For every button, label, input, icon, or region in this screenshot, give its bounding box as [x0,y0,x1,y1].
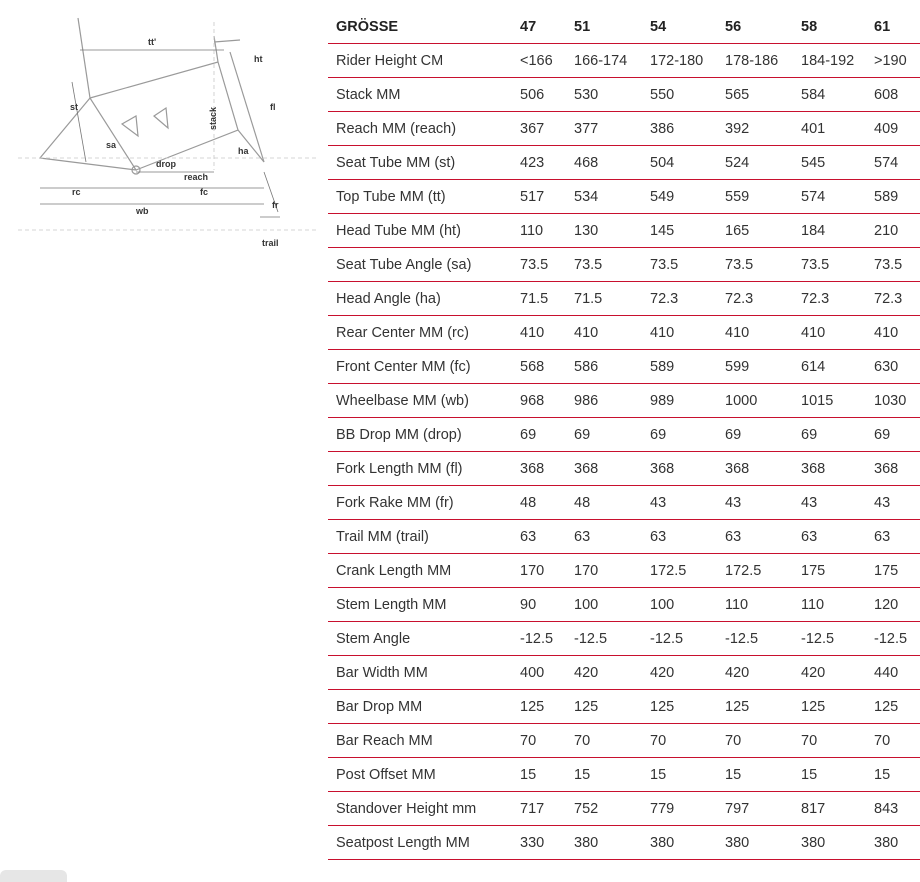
row-label: Head Tube MM (ht) [328,214,512,248]
cell-value: 110 [512,214,566,248]
cell-value: -12.5 [866,622,920,656]
cell-value: 559 [717,180,793,214]
row-label: Crank Length MM [328,554,512,588]
cell-value: 534 [566,180,642,214]
table-row [328,792,920,826]
cell-value: 69 [793,418,866,452]
cell-value: 410 [566,316,642,350]
cell-value: 380 [642,826,717,860]
row-label: Rear Center MM (rc) [328,316,512,350]
header-size-label: GRÖSSE [328,10,512,44]
table-row [328,486,920,520]
cell-value: 565 [717,78,793,112]
cell-value: 420 [793,656,866,690]
cell-value: 72.3 [642,282,717,316]
table-row [328,146,920,180]
cell-value: 330 [512,826,566,860]
cell-value: 70 [793,724,866,758]
row-label: Stack MM [328,78,512,112]
cell-value: 120 [866,588,920,622]
cell-value: 717 [512,792,566,826]
cell-value: 524 [717,146,793,180]
cell-value: 545 [793,146,866,180]
cell-value: 550 [642,78,717,112]
cell-value: 70 [642,724,717,758]
label-fl: fl [270,102,276,112]
cell-value: 73.5 [642,248,717,282]
table-row [328,112,920,146]
cell-value: -12.5 [566,622,642,656]
cell-value: 15 [866,758,920,792]
cell-value: 69 [512,418,566,452]
label-tt: tt' [148,37,157,47]
table-row [328,418,920,452]
cell-value: 125 [512,690,566,724]
cell-value: 70 [512,724,566,758]
cell-value: 380 [793,826,866,860]
cell-value: 73.5 [866,248,920,282]
label-drop: drop [156,159,176,169]
cell-value: 574 [793,180,866,214]
cell-value: 90 [512,588,566,622]
cell-value: 43 [717,486,793,520]
cell-value: 72.3 [717,282,793,316]
cell-value: 110 [793,588,866,622]
cell-value: 165 [717,214,793,248]
label-stack: stack [208,106,218,130]
cell-value: 410 [793,316,866,350]
cell-value: 586 [566,350,642,384]
table-row [328,384,920,418]
cell-value: 15 [793,758,866,792]
cell-value: 184 [793,214,866,248]
cell-value: 368 [566,452,642,486]
cell-value: 410 [642,316,717,350]
table-row [328,690,920,724]
row-label: Post Offset MM [328,758,512,792]
cell-value: 210 [866,214,920,248]
label-ha: ha [238,146,249,156]
cell-value: 614 [793,350,866,384]
cell-value: 63 [793,520,866,554]
cell-value: 400 [512,656,566,690]
cell-value: 989 [642,384,717,418]
cell-value: 69 [642,418,717,452]
cell-value: 608 [866,78,920,112]
label-rc: rc [72,187,81,197]
table-row [328,520,920,554]
cell-value: 368 [717,452,793,486]
cell-value: 549 [642,180,717,214]
cell-value: 367 [512,112,566,146]
row-label: Stem Length MM [328,588,512,622]
cell-value: 401 [793,112,866,146]
cell-value: 48 [512,486,566,520]
cell-value: -12.5 [717,622,793,656]
table-row [328,724,920,758]
cell-value: 420 [642,656,717,690]
cell-value: 504 [642,146,717,180]
cell-value: 166-174 [566,44,642,78]
frame-geometry-drawing [18,12,318,250]
cell-value: 175 [793,554,866,588]
header-size-51: 51 [566,10,642,44]
cell-value: 779 [642,792,717,826]
cell-value: 584 [793,78,866,112]
row-label: Stem Angle [328,622,512,656]
cell-value: 630 [866,350,920,384]
cell-value: 589 [866,180,920,214]
cell-value: 380 [866,826,920,860]
table-row [328,316,920,350]
row-label: Seat Tube MM (st) [328,146,512,180]
label-reach: reach [184,172,209,182]
table-body [328,44,920,860]
cell-value: 410 [866,316,920,350]
table-row [328,44,920,78]
cell-value: 175 [866,554,920,588]
row-label: Top Tube MM (tt) [328,180,512,214]
cell-value: 172.5 [717,554,793,588]
cell-value: 752 [566,792,642,826]
cell-value: -12.5 [793,622,866,656]
cell-value: 440 [866,656,920,690]
cell-value: 368 [512,452,566,486]
cell-value: 125 [717,690,793,724]
cell-value: 63 [866,520,920,554]
row-label: Reach MM (reach) [328,112,512,146]
cell-value: 69 [566,418,642,452]
table-row [328,452,920,486]
cell-value: 70 [866,724,920,758]
table-row [328,554,920,588]
cell-value: 386 [642,112,717,146]
cell-value: 145 [642,214,717,248]
cell-value: 589 [642,350,717,384]
cell-value: 410 [717,316,793,350]
cell-value: 423 [512,146,566,180]
row-label: Seat Tube Angle (sa) [328,248,512,282]
label-st: st [70,102,79,112]
cell-value: 100 [642,588,717,622]
cell-value: 178-186 [717,44,793,78]
cell-value: 184-192 [793,44,866,78]
cell-value: 15 [566,758,642,792]
cell-value: 986 [566,384,642,418]
cell-value: 170 [512,554,566,588]
cell-value: 71.5 [512,282,566,316]
row-label: Head Angle (ha) [328,282,512,316]
label-wb: wb [136,206,149,216]
row-label: Trail MM (trail) [328,520,512,554]
cell-value: 420 [717,656,793,690]
cell-value: 420 [566,656,642,690]
cell-value: 968 [512,384,566,418]
cell-value: 125 [793,690,866,724]
header-size-58: 58 [793,10,866,44]
cell-value: 568 [512,350,566,384]
table-row [328,282,920,316]
cell-value: 110 [717,588,793,622]
row-label: Bar Drop MM [328,690,512,724]
cell-value: 72.3 [866,282,920,316]
cell-value: 43 [642,486,717,520]
cell-value: 73.5 [717,248,793,282]
table-row [328,78,920,112]
cell-value: 380 [566,826,642,860]
row-label: BB Drop MM (drop) [328,418,512,452]
label-trail: trail [262,238,279,248]
geometry-diagram [18,12,318,250]
cell-value: 69 [717,418,793,452]
cell-value: >190 [866,44,920,78]
cell-value: 63 [717,520,793,554]
table-row [328,758,920,792]
label-ht: ht [254,54,263,64]
cell-value: 15 [717,758,793,792]
row-label: Bar Width MM [328,656,512,690]
row-label: Fork Length MM (fl) [328,452,512,486]
cell-value: 43 [866,486,920,520]
cell-value: 71.5 [566,282,642,316]
cell-value: 125 [642,690,717,724]
row-label: Standover Height mm [328,792,512,826]
cell-value: 1030 [866,384,920,418]
label-fc: fc [200,187,209,197]
row-label: Seatpost Length MM [328,826,512,860]
cell-value: <166 [512,44,566,78]
table-row [328,826,920,860]
cell-value: 15 [642,758,717,792]
cell-value: 574 [866,146,920,180]
row-label: Bar Reach MM [328,724,512,758]
table-row [328,214,920,248]
label-fr: fr [272,200,279,210]
header-size-61: 61 [866,10,920,44]
cell-value: 380 [717,826,793,860]
cell-value: 73.5 [793,248,866,282]
table-row [328,622,920,656]
cell-value: 368 [866,452,920,486]
cell-value: 70 [717,724,793,758]
cell-value: 797 [717,792,793,826]
cell-value: 130 [566,214,642,248]
cell-value: 73.5 [512,248,566,282]
row-label: Wheelbase MM (wb) [328,384,512,418]
table-row [328,656,920,690]
cell-value: 368 [793,452,866,486]
cell-value: -12.5 [512,622,566,656]
cell-value: 73.5 [566,248,642,282]
cell-value: 63 [512,520,566,554]
row-label: Fork Rake MM (fr) [328,486,512,520]
cell-value: 468 [566,146,642,180]
cell-value: 377 [566,112,642,146]
cell-value: 599 [717,350,793,384]
row-label: Front Center MM (fc) [328,350,512,384]
cell-value: 43 [793,486,866,520]
header-size-47: 47 [512,10,566,44]
header-size-54: 54 [642,10,717,44]
cell-value: 530 [566,78,642,112]
header-size-56: 56 [717,10,793,44]
cell-value: 392 [717,112,793,146]
cell-value: 368 [642,452,717,486]
cell-value: 63 [642,520,717,554]
cell-value: 125 [566,690,642,724]
table-row [328,350,920,384]
cell-value: 1000 [717,384,793,418]
cell-value: 409 [866,112,920,146]
cell-value: 172.5 [642,554,717,588]
cell-value: 125 [866,690,920,724]
cell-value: 72.3 [793,282,866,316]
table-row [328,180,920,214]
table-header-row [328,10,920,44]
cell-value: 100 [566,588,642,622]
corner-tab[interactable] [0,870,67,882]
cell-value: 172-180 [642,44,717,78]
cell-value: 517 [512,180,566,214]
label-sa: sa [106,140,117,150]
cell-value: 170 [566,554,642,588]
cell-value: 1015 [793,384,866,418]
table-row [328,248,920,282]
cell-value: 506 [512,78,566,112]
cell-value: 410 [512,316,566,350]
cell-value: -12.5 [642,622,717,656]
geometry-table [328,10,920,860]
cell-value: 843 [866,792,920,826]
cell-value: 15 [512,758,566,792]
cell-value: 48 [566,486,642,520]
cell-value: 70 [566,724,642,758]
cell-value: 63 [566,520,642,554]
table-row [328,588,920,622]
cell-value: 817 [793,792,866,826]
row-label: Rider Height CM [328,44,512,78]
cell-value: 69 [866,418,920,452]
